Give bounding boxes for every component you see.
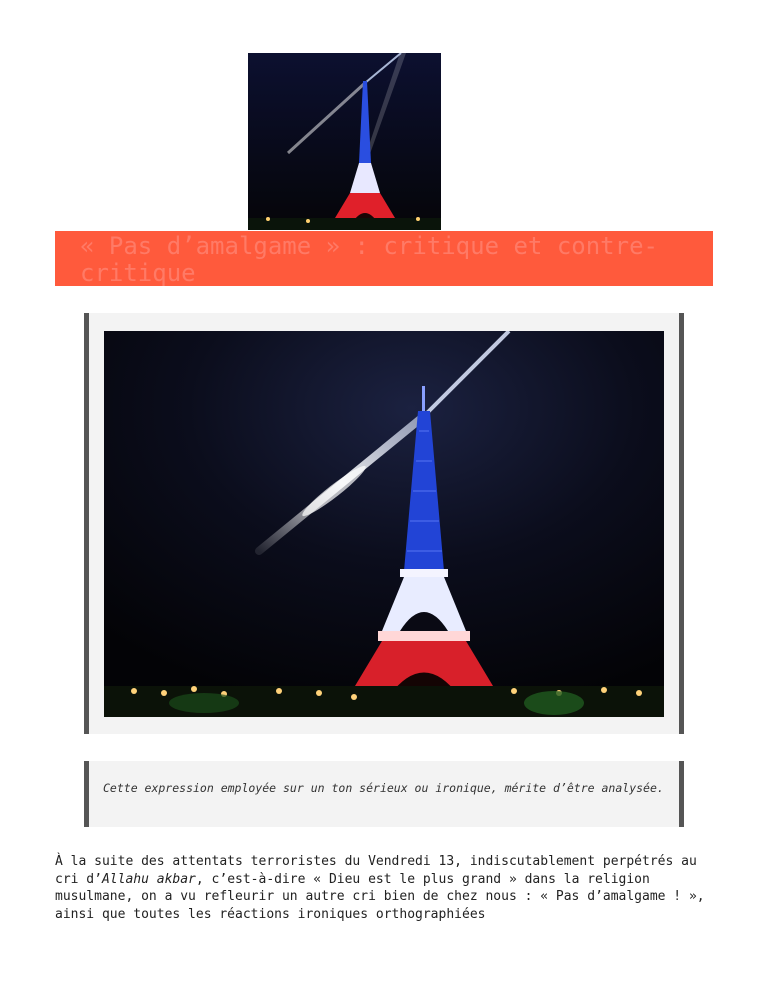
thumbnail-image[interactable] bbox=[248, 53, 441, 230]
hero-image[interactable] bbox=[104, 331, 664, 717]
eiffel-tower-hero bbox=[104, 331, 664, 717]
article-paragraph bbox=[55, 853, 715, 923]
page-title: « Pas d’amalgame » : critique et contre-critique bbox=[80, 232, 658, 287]
article-body bbox=[55, 853, 715, 923]
caption-text: Cette expression employée sur un ton sérieux ou ironique, mérite d’être analysée. bbox=[103, 781, 664, 795]
paragraph-text-continued: , c’est-à-dire « Dieu est le plus grand » dans la religion musulmane, on a vu refleurir un autre cri bien de chez nous : « Pas d’amalgame ! », ainsi que toutes les réactions ironiques orthographiées bbox=[55, 871, 705, 922]
emphasis-text: Allahu akbar bbox=[101, 871, 196, 887]
caption-blockquote bbox=[84, 761, 684, 827]
title-banner bbox=[55, 231, 713, 286]
eiffel-tower-thumbnail bbox=[248, 53, 441, 230]
paragraph-text: À la suite des attentats terroristes du Vendredi 13, indiscutablement perpétrés au cri d’ bbox=[55, 854, 697, 887]
